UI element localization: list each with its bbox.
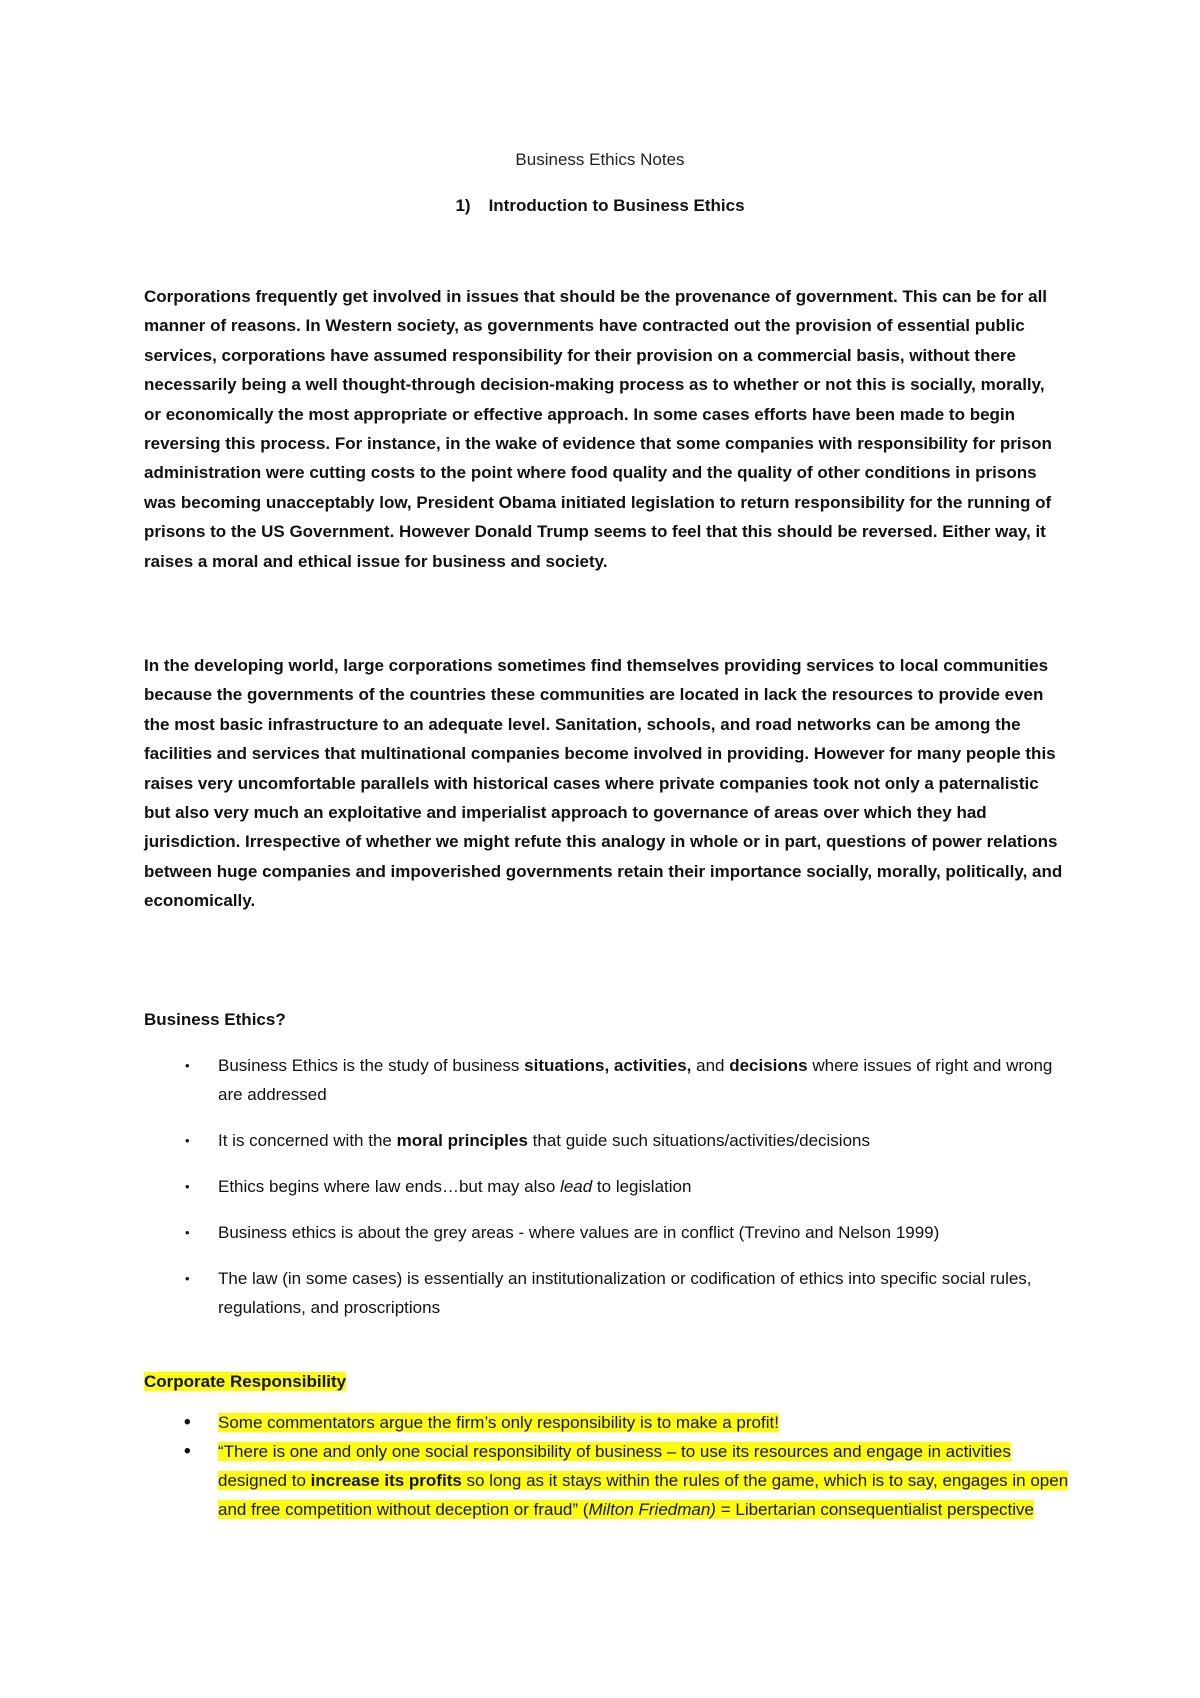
intro-paragraph-2: In the developing world, large corporations sometimes find themselves providing services to local communities because the governments of the countries these communities are located in lack the resources to provide even the most basic infrastructure to an adequate level. Sanitation, schools, and road networks can be among the facilities and services that multinational companies become involved in providing. However for many people this raises very uncomfortable parallels with historical cases where private companies took not only a paternalistic but also very much an exploitative and imperialist approach to governance of areas over which they had jurisdiction. Irrespective of whether we might refute this analogy in whole or in part, questions of power relations between huge companies and impoverished governments retain their importance socially, morally, politically, and economically. bbox=[144, 656, 1063, 911]
list-item-text: The law (in some cases) is essentially an institutionalization or codification of ethics into specific social rules, regulations, and proscriptions bbox=[218, 1269, 1032, 1317]
list-item bbox=[144, 1264, 1064, 1322]
list-item-text: = Libertarian consequentialist perspective bbox=[715, 1500, 1034, 1519]
list-item-text: and bbox=[691, 1056, 730, 1075]
document-title: Business Ethics Notes bbox=[515, 150, 685, 169]
list-item-text: Some commentators argue the firm’s only responsibility is to make a profit! bbox=[218, 1413, 779, 1432]
list-item-text: Ethics begins where law ends…but may also bbox=[218, 1177, 561, 1196]
list-item bbox=[144, 1218, 1064, 1247]
bullet-icon: • bbox=[184, 1412, 191, 1433]
list-item-text: where issues of right and wrong are addressed bbox=[218, 1056, 1053, 1104]
list-item bbox=[144, 1437, 1074, 1524]
highlighted-heading-text: Corporate Responsibility bbox=[144, 1372, 347, 1391]
bullet-icon: • bbox=[184, 1441, 191, 1462]
bullet-icon: • bbox=[185, 1179, 190, 1194]
bullet-icon: • bbox=[185, 1058, 190, 1073]
business-ethics-heading: Business Ethics? bbox=[144, 1010, 286, 1029]
list-item bbox=[144, 1408, 1074, 1437]
bullet-icon: • bbox=[185, 1225, 190, 1240]
list-item-emphasis: situations, activities, bbox=[524, 1056, 692, 1075]
intro-paragraph-1: Corporations frequently get involved in issues that should be the provenance of government. This can be for all manner of reasons. In Western society, as governments have contracted out the provision of essential public services, corporations have assumed responsibility for their provision on a commercial basis, without there necessarily being a well thought-through decision-making process as to whether or not this is socially, morally, or economically the most appropriate or effective approach. In some cases efforts have been made to begin reversing this process. For instance, in the wake of evidence that some companies with responsibility for prison administration were cutting costs to the point where food quality and the quality of other conditions in prisons was becoming unacceptably low, President Obama initiated legislation to return responsibility for the running of prisons to the US Government. However Donald Trump seems to feel that this should be reversed. Either way, it raises a moral and ethical issue for business and society. bbox=[144, 287, 1052, 571]
section-title: Introduction to Business Ethics bbox=[488, 196, 745, 215]
list-item-emphasis: Milton Friedman) bbox=[588, 1500, 716, 1519]
list-item-text: “There is one and only one social responsibility of business – to use its resources and engage in activities designed to bbox=[218, 1442, 1011, 1490]
list-item-emphasis: lead bbox=[560, 1177, 593, 1196]
list-item-text: Business ethics is about the grey areas - where values are in conflict (Trevino and Nelson 1999) bbox=[218, 1223, 940, 1242]
list-item-text: that guide such situations/activities/decisions bbox=[527, 1131, 870, 1150]
bullet-icon: • bbox=[185, 1133, 190, 1148]
list-item bbox=[144, 1051, 1064, 1109]
corporate-responsibility-list bbox=[144, 1408, 1074, 1524]
list-item-text: Business Ethics is the study of business bbox=[218, 1056, 525, 1075]
list-item-emphasis: increase its profits bbox=[310, 1471, 462, 1490]
list-item-text: so long as it stays within the rules of the game, which is to say, engages in open and free competition without deception or fraud” ( bbox=[218, 1471, 1069, 1519]
list-item-text: It is concerned with the bbox=[218, 1131, 397, 1150]
list-item bbox=[144, 1172, 1064, 1201]
list-item-text: to legislation bbox=[592, 1177, 692, 1196]
business-ethics-list bbox=[144, 1051, 1064, 1339]
section-number: 1) bbox=[455, 196, 471, 215]
corporate-responsibility-heading bbox=[144, 1372, 346, 1392]
list-item-emphasis: decisions bbox=[729, 1056, 808, 1075]
list-item-emphasis: moral principles bbox=[396, 1131, 528, 1150]
list-item bbox=[144, 1126, 1064, 1155]
section-heading bbox=[0, 196, 1200, 216]
bullet-icon: • bbox=[185, 1271, 190, 1286]
